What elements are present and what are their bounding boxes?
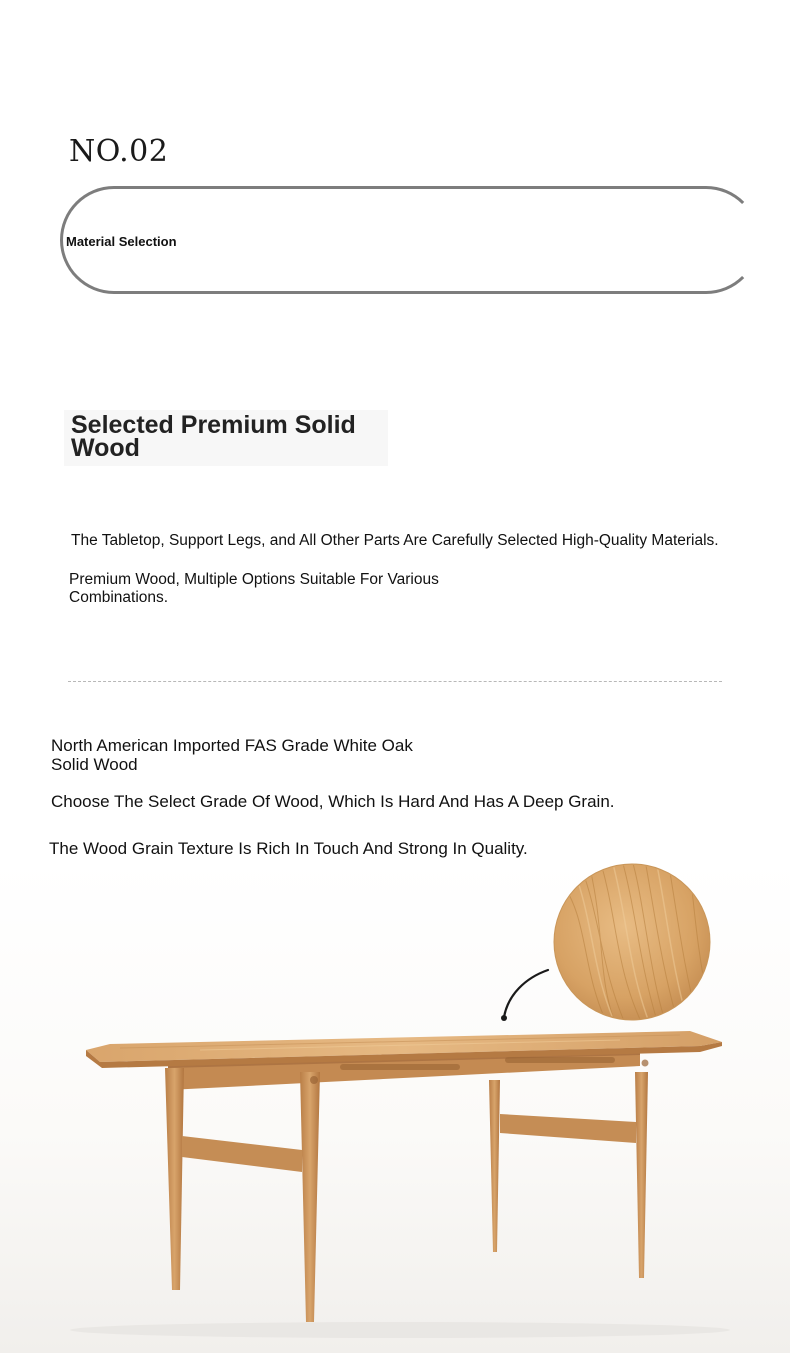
material-title: North American Imported FAS Grade White Oak Solid Wood bbox=[51, 736, 413, 774]
page-headline: Selected Premium Solid Wood bbox=[64, 410, 388, 466]
detail-connector-line bbox=[501, 970, 548, 1021]
table-back-legs bbox=[489, 1072, 648, 1278]
product-scene bbox=[0, 860, 790, 1353]
wood-grain-swatch bbox=[554, 860, 712, 1030]
table-front-legs bbox=[165, 1060, 649, 1323]
section-number: NO.02 bbox=[69, 134, 169, 169]
dashed-divider bbox=[68, 681, 722, 682]
floor-shadow bbox=[70, 1322, 730, 1338]
material-feature-text: Choose The Select Grade Of Wood, Which Is Hard And Has A Deep Grain. bbox=[51, 792, 615, 811]
section-label: Material Selection bbox=[66, 234, 177, 249]
table-illustration bbox=[0, 860, 790, 1353]
description-text-secondary: Premium Wood, Multiple Options Suitable For Various Combinations. bbox=[69, 571, 439, 606]
description-text: The Tabletop, Support Legs, and All Other Parts Are Carefully Selected High-Quality Materials. bbox=[71, 532, 719, 549]
material-feature-text-secondary: The Wood Grain Texture Is Rich In Touch And Strong In Quality. bbox=[49, 839, 528, 858]
